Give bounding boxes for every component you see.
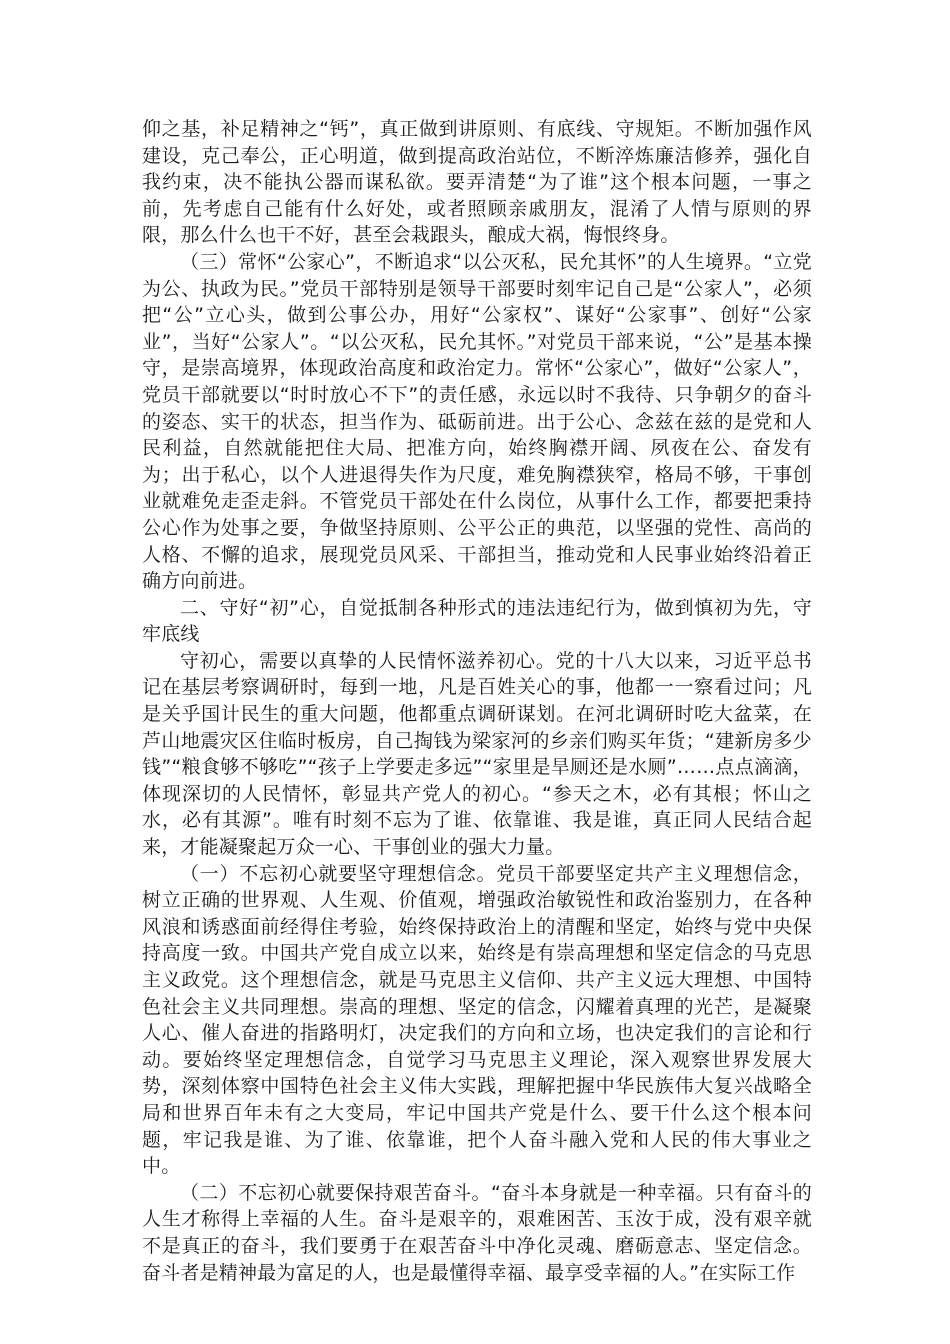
paragraph-section-2: （二）不忘初心就要保持艰苦奋斗。“奋斗本身就是一种幸福。只有奋斗的人生才称得上幸福的人生。奋斗是艰辛的，艰难困苦、玉汝于成，没有艰辛就不是真正的奋斗，我们要勇于在艰苦奋斗中净化灵魂、磨砺意志、坚定信念。奋斗者是精神最为富足的人，也是最懂得幸福、最享受幸福的人。”在实际工作 xyxy=(142,1181,812,1284)
heading-part-2: 二、守好“初”心，自觉抵制各种形式的违法违纪行为，做到慎初为先，守牢底线 xyxy=(142,596,812,646)
document-page xyxy=(142,116,812,1286)
paragraph-intro-part-2: 守初心，需要以真挚的人民情怀滋养初心。党的十八大以来，习近平总书记在基层考察调研时，每到一地，凡是百姓关心的事，他都一一察看过问；凡是关乎国计民生的重大问题，他都重点调研谋划。在河北调研时吃大盆菜，在芦山地震灾区住临时板房，自己掏钱为梁家河的乡亲们购买年货；“建新房多少钱”“粮食够不够吃”“孩子上学要走多远”“家里是旱厕还是水厕”……点点滴滴，体现深切的人民情怀，彰显共产党人的初心。“参天之木，必有其根；怀山之水，必有其源”。唯有时刻不忘为了谁、依靠谁、我是谁，真正同人民结合起来，才能凝聚起万众一心、干事创业的强大力量。 xyxy=(142,649,812,859)
paragraph-section-1: （一）不忘初心就要坚守理想信念。党员干部要坚定共产主义理想信念，树立正确的世界观、人生观、价值观，增强政治敏锐性和政治鉴别力，在各种风浪和诱惑面前经得住考验，始终保持政治上的清醒和坚定，始终与党中央保持高度一致。中国共产党自成立以来，始终是有崇高理想和坚定信念的马克思主义政党。这个理想信念，就是马克思主义信仰、共产主义远大理想、中国特色社会主义共同理想。崇高的理想、坚定的信念，闪耀着真理的光芒，是凝聚人心、催人奋进的指路明灯，决定我们的方向和立场，也决定我们的言论和行动。要始终坚定理想信念，自觉学习马克思主义理论，深入观察世界发展大势，深刻体察中国特色社会主义伟大实践，理解把握中华民族伟大复兴战略全局和世界百年未有之大变局，牢记中国共产党是什么、要干什么这个根本问题，牢记我是谁、为了谁、依靠谁，把个人奋斗融入党和人民的伟大事业之中。 xyxy=(142,862,812,1178)
paragraph-section-3: （三）常怀“公家心”，不断追求“以公灭私，民允其怀”的人生境界。“立党为公、执政为民。”党员干部特别是领导干部要时刻牢记自己是“公家人”，必须把“公”立心头，做到公事公办，用好“公家权”、谋好“公家事”、创好“公家业”，当好“公家人”。“以公灭私，民允其怀。”对党员干部来说，“公”是基本操守，是崇高境界，体现政治高度和政治定力。常怀“公家心”，做好“公家人”，党员干部就要以“时时放心不下”的责任感，永远以时不我待、只争朝夕的奋斗的姿态、实干的状态，担当作为、砥砺前进。出于公心、念兹在兹的是党和人民利益，自然就能把住大局、把准方向，始终胸襟开阔、夙夜在公、奋发有为；出于私心，以个人进退得失作为尺度，难免胸襟狭窄，格局不够，干事创业就难免走歪走斜。不管党员干部处在什么岗位，从事什么工作，都要把秉持公心作为处事之要，争做坚持原则、公平公正的典范，以坚强的党性、高尚的人格、不懈的追求，展现党员风采、干部担当，推动党和人民事业始终沿着正确方向前进。 xyxy=(142,250,812,593)
paragraph-continuation: 仰之基，补足精神之“钙”，真正做到讲原则、有底线、守规矩。不断加强作风建设，克己奉公，正心明道，做到提高政治站位，不断淬炼廉洁修养，强化自我约束，决不能执公器而谋私欲。要弄清楚“为了谁”这个根本问题，一事之前，先考虑自己能有什么好处，或者照顾亲戚朋友，混淆了人情与原则的界限，那么什么也干不好，甚至会栽跟头，酿成大祸，悔恨终身。 xyxy=(142,118,812,247)
